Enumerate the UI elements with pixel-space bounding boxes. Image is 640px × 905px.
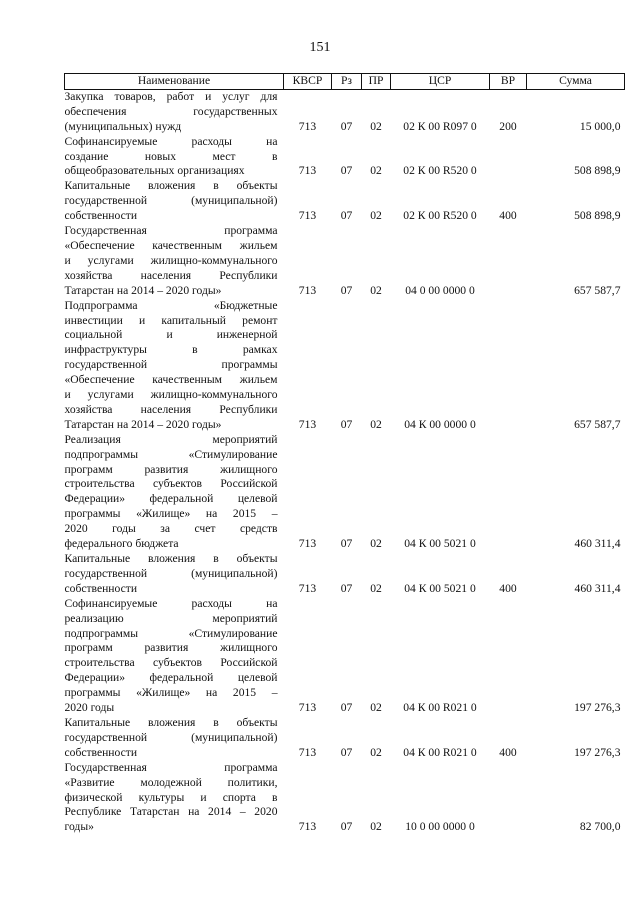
- table-row: [65, 299, 625, 433]
- table-row: [65, 761, 625, 836]
- row-name-line: Татарстан на 2014 – 2020 годы»: [64, 283, 222, 297]
- row-name-line: «Обеспечение качественным жильем: [64, 238, 278, 252]
- row-csr: 10 0 00 0000 0: [405, 820, 475, 834]
- row-name-line: создание новых мест в: [64, 149, 278, 163]
- row-amount: 197 276,3: [574, 701, 621, 715]
- row-csr: 04 К 00 5021 0: [404, 581, 476, 595]
- row-name-line: Подпрограмма «Бюджетные: [64, 298, 278, 312]
- row-pr: 02: [370, 701, 382, 715]
- row-name: [65, 716, 284, 761]
- row-name-line: Государственная программа: [64, 224, 278, 238]
- row-name-line: Федерации» федеральной целевой: [64, 671, 278, 685]
- table-row: [65, 135, 625, 180]
- row-name-line: реализацию мероприятий: [64, 611, 278, 625]
- row-kvsr: 713: [298, 537, 317, 551]
- row-name: [65, 179, 284, 224]
- table-row: [65, 597, 625, 716]
- row-name-line: государственной программы: [64, 358, 278, 372]
- row-name-line: государственной (муниципальной): [64, 194, 278, 208]
- row-name-line: общеобразовательных организациях: [64, 164, 245, 178]
- row-name-line: социальной и инженерной: [64, 328, 278, 342]
- row-name-line: Реализация мероприятий: [64, 432, 278, 446]
- page-number: 151: [309, 40, 331, 55]
- row-vr: [490, 433, 527, 552]
- row-name-line: программы «Жилище» на 2015 –: [64, 507, 278, 521]
- budget-table: [64, 73, 625, 835]
- row-name: [65, 761, 284, 836]
- row-rz: 07: [340, 119, 353, 133]
- row-csr: 02 К 00 R520 0: [403, 164, 477, 178]
- table-row: [65, 224, 625, 299]
- table-row: [65, 89, 625, 134]
- row-name-line: программ развития жилищного: [64, 462, 278, 476]
- row-name-line: государственной (муниципальной): [64, 730, 278, 744]
- row-kvsr: 713: [298, 701, 317, 715]
- row-name: [65, 135, 284, 180]
- header-kvsr: КВСР: [284, 74, 332, 90]
- row-name-line: инвестиции и капитальный ремонт: [64, 313, 278, 327]
- row-name-line: строительства субъектов Российской: [64, 656, 278, 670]
- header-rz: Рз: [332, 74, 362, 90]
- row-vr: [490, 299, 527, 433]
- table-row: [65, 433, 625, 552]
- row-pr: 02: [370, 537, 382, 551]
- row-name-line: Федерации» федеральной целевой: [64, 492, 278, 506]
- row-name: [65, 224, 284, 299]
- row-name: [65, 597, 284, 716]
- table-header-row: [65, 74, 625, 90]
- row-amount: 508 898,9: [574, 164, 621, 178]
- row-kvsr: 713: [298, 119, 317, 133]
- row-name-line: и услугами жилищно-коммунального: [64, 253, 278, 267]
- row-amount: 460 311,4: [574, 581, 621, 595]
- row-name-line: Государственная программа: [64, 760, 278, 774]
- row-vr: [490, 135, 527, 180]
- row-amount: 657 587,7: [574, 417, 621, 431]
- row-amount: 657 587,7: [574, 283, 621, 297]
- row-kvsr: 713: [298, 745, 317, 759]
- row-name-line: 2020 годы за счет средств: [64, 522, 278, 536]
- row-csr: 04 К 00 R021 0: [403, 701, 477, 715]
- row-pr: 02: [370, 820, 382, 834]
- row-amount: 197 276,3: [574, 745, 621, 759]
- row-rz: 07: [340, 209, 353, 223]
- row-pr: 02: [370, 417, 382, 431]
- row-name-line: «Обеспечение качественным жильем: [64, 373, 278, 387]
- row-name-line: федерального бюджета: [64, 537, 179, 551]
- row-name-line: Татарстан на 2014 – 2020 годы»: [64, 417, 222, 431]
- row-rz: 07: [340, 537, 353, 551]
- row-name: [65, 433, 284, 552]
- table-body: [65, 89, 625, 835]
- table-row: [65, 179, 625, 224]
- row-kvsr: 713: [298, 283, 317, 297]
- table-row: [65, 716, 625, 761]
- row-rz: 07: [340, 701, 353, 715]
- row-name-line: собственности: [64, 745, 138, 759]
- row-rz: 07: [340, 820, 353, 834]
- row-name-line: хозяйства населения Республики: [64, 268, 278, 282]
- header-pr: ПР: [362, 74, 391, 90]
- row-amount: 508 898,9: [574, 209, 621, 223]
- row-name: [65, 89, 284, 134]
- row-kvsr: 713: [298, 164, 317, 178]
- row-name-line: годы»: [64, 820, 94, 834]
- row-vr: 200: [499, 119, 517, 133]
- row-vr: [490, 761, 527, 836]
- row-amount: 15 000,0: [579, 119, 621, 133]
- row-csr: 02 К 00 R520 0: [403, 209, 477, 223]
- row-csr: 04 0 00 0000 0: [405, 283, 475, 297]
- row-name-line: Софинансируемые расходы на: [64, 134, 278, 148]
- row-rz: 07: [340, 417, 353, 431]
- row-name-line: инфраструктуры в рамках: [64, 343, 278, 357]
- row-rz: 07: [340, 745, 353, 759]
- row-amount: 82 700,0: [579, 820, 621, 834]
- row-kvsr: 713: [298, 581, 317, 595]
- row-name-line: «Развитие молодежной политики,: [64, 775, 278, 789]
- row-kvsr: 713: [298, 209, 317, 223]
- row-csr: 04 К 00 0000 0: [404, 417, 476, 431]
- row-name-line: собственности: [64, 581, 138, 595]
- row-name-line: программ развития жилищного: [64, 641, 278, 655]
- row-vr: [490, 224, 527, 299]
- row-name-line: государственной (муниципальной): [64, 566, 278, 580]
- row-name-line: собственности: [64, 209, 138, 223]
- row-name-line: Капитальные вложения в объекты: [64, 552, 278, 565]
- row-pr: 02: [370, 745, 382, 759]
- row-kvsr: 713: [298, 417, 317, 431]
- row-vr: 400: [499, 581, 517, 595]
- row-name-line: строительства субъектов Российской: [64, 477, 278, 491]
- row-name-line: Софинансируемые расходы на: [64, 596, 278, 610]
- row-name-line: (муниципальных) нужд: [64, 119, 182, 133]
- row-pr: 02: [370, 164, 382, 178]
- row-vr: [490, 597, 527, 716]
- row-name-line: физической культуры и спорта в: [64, 790, 278, 804]
- row-name-line: программы «Жилище» на 2015 –: [64, 686, 278, 700]
- row-amount: 460 311,4: [574, 537, 621, 551]
- row-name-line: Республике Татарстан на 2014 – 2020: [64, 805, 278, 819]
- row-pr: 02: [370, 283, 382, 297]
- row-csr: 02 К 00 R097 0: [403, 119, 477, 133]
- row-vr: 400: [499, 209, 517, 223]
- row-name-line: хозяйства населения Республики: [64, 402, 278, 416]
- header-vr: ВР: [490, 74, 527, 90]
- row-name-line: Капитальные вложения в объекты: [64, 179, 278, 193]
- row-name-line: и услугами жилищно-коммунального: [64, 388, 278, 402]
- row-name-line: подпрограммы «Стимулирование: [64, 447, 278, 461]
- row-name-line: 2020 годы: [64, 701, 115, 715]
- table-row: [65, 552, 625, 597]
- row-pr: 02: [370, 209, 382, 223]
- header-amount: Сумма: [527, 74, 625, 90]
- row-name-line: обеспечения государственных: [64, 104, 278, 118]
- row-vr: 400: [499, 745, 517, 759]
- row-name: [65, 299, 284, 433]
- row-rz: 07: [340, 283, 353, 297]
- row-csr: 04 К 00 5021 0: [404, 537, 476, 551]
- row-pr: 02: [370, 119, 382, 133]
- row-name-line: Закупка товаров, работ и услуг для: [64, 89, 278, 103]
- row-csr: 04 К 00 R021 0: [403, 745, 477, 759]
- header-name: Наименование: [65, 74, 284, 90]
- row-pr: 02: [370, 581, 382, 595]
- header-csr: ЦСР: [391, 74, 490, 90]
- row-kvsr: 713: [298, 820, 317, 834]
- row-rz: 07: [340, 164, 353, 178]
- row-rz: 07: [340, 581, 353, 595]
- row-name: [65, 552, 284, 597]
- row-name-line: Капитальные вложения в объекты: [64, 715, 278, 729]
- row-name-line: подпрограммы «Стимулирование: [64, 626, 278, 640]
